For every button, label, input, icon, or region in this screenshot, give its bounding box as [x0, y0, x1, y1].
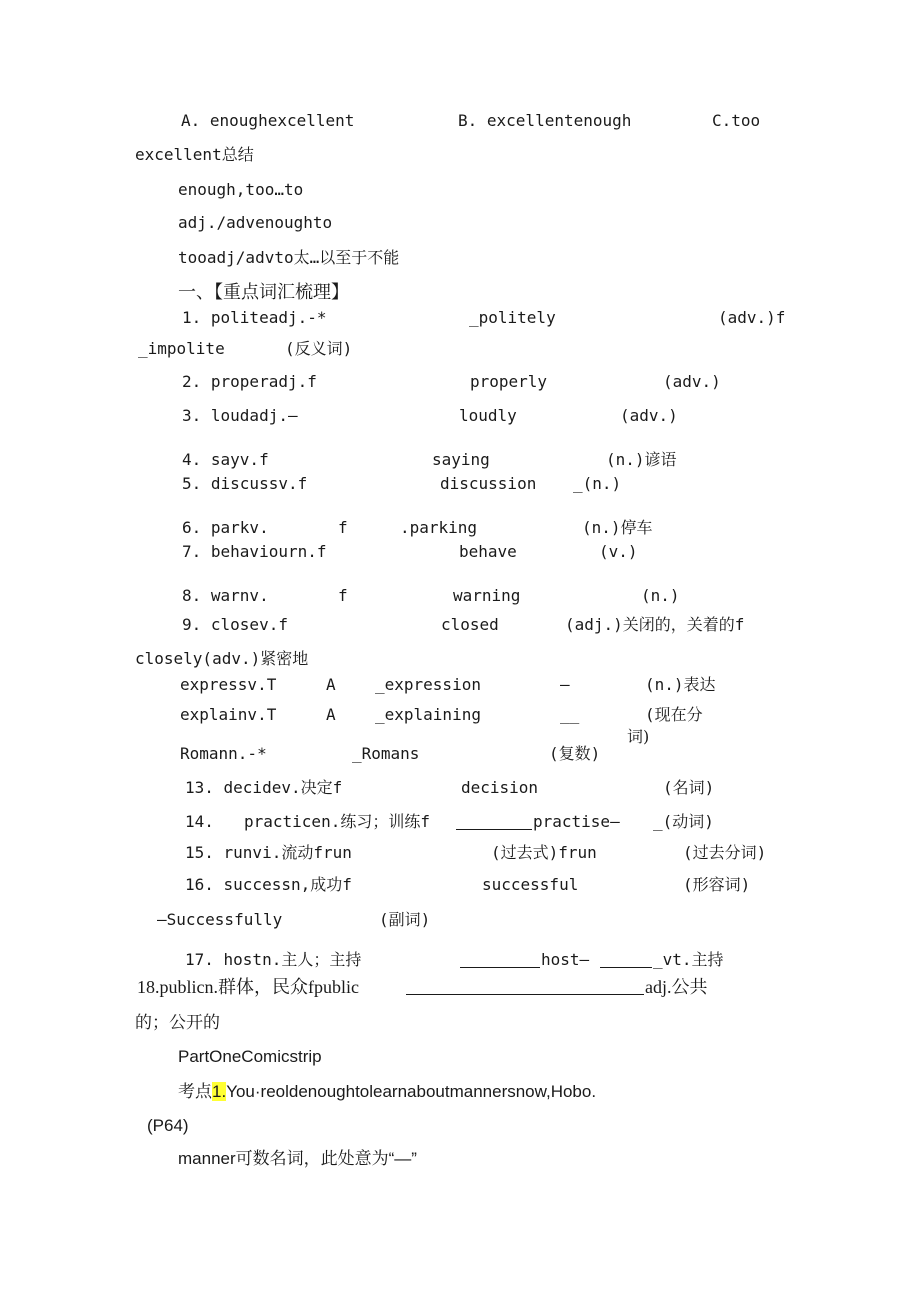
- vocab-6-f: f: [338, 518, 348, 537]
- summary-line-1: enough,too…to: [178, 180, 304, 199]
- vocab-3-mid: loudly: [459, 406, 517, 425]
- summary-line-3: tooadj/advto太…以至于不能: [178, 248, 400, 267]
- vocab-12-right: (复数): [549, 744, 601, 763]
- vocab-9-head: 9. closev.f: [182, 615, 288, 634]
- vocab-1-cont: _impolite: [138, 339, 225, 358]
- vocab-11-cut-text: 词): [627, 727, 650, 746]
- vocab-7-mid: behave: [459, 542, 517, 561]
- vocab-1-head: 1. politeadj.-*: [182, 308, 327, 327]
- point-line: [178, 1082, 596, 1102]
- option-a: A. enoughexcellent: [181, 111, 355, 130]
- vocab-16-head: 16. successn,成功f: [185, 875, 352, 894]
- vocab-17-blank-2: [600, 953, 652, 968]
- vocab-8-head: 8. warnv.: [182, 586, 269, 605]
- vocab-8-right: (n.): [641, 586, 680, 605]
- vocab-17-head: 17. hostn.主人；主持: [185, 950, 362, 969]
- vocab-14-right: _(动词): [653, 812, 714, 831]
- vocab-16-right: (形容词): [683, 875, 751, 894]
- vocab-18-right: adj.公共: [645, 977, 708, 997]
- vocab-7-right: (v.): [599, 542, 638, 561]
- vocab-5-mid: discussion: [440, 474, 537, 493]
- vocab-6-mid: .parking: [400, 518, 478, 537]
- vocab-10-a: A: [326, 675, 336, 694]
- vocab-11-mid: _explaining: [375, 705, 481, 724]
- vocab-8-mid: warning: [453, 586, 521, 605]
- vocab-18-blank: [406, 980, 644, 995]
- vocab-18-cont: 的；公开的: [135, 1013, 220, 1033]
- vocab-16-cont: —Successfully: [157, 910, 283, 929]
- vocab-10-head: expressv.T: [180, 675, 277, 694]
- vocab-8-f: f: [338, 586, 348, 605]
- vocab-9-mid: closed: [441, 615, 499, 634]
- vocab-16-mid: successful: [482, 875, 579, 894]
- option-b: B. excellentenough: [458, 111, 632, 130]
- vocab-16-cont-note: (副词): [379, 910, 431, 929]
- vocab-9-cont: closely(adv.)紧密地: [135, 649, 309, 668]
- point-note: manner可数名词，此处意为“—”: [178, 1149, 417, 1168]
- vocab-5-head: 5. discussv.f: [182, 474, 308, 493]
- vocab-3-right: (adv.): [620, 406, 678, 425]
- vocab-4-right: (n.)谚语: [606, 450, 677, 469]
- point-number: 1.: [212, 1082, 227, 1101]
- vocab-9-right: (adj.)关闭的，关着的f: [565, 615, 745, 634]
- vocab-1-cont-note: (反义词): [285, 339, 353, 358]
- vocab-14-blank: [456, 815, 532, 830]
- point-page: (P64): [147, 1116, 189, 1135]
- vocab-10-right: (n.)表达: [645, 675, 716, 694]
- vocab-15-right: (过去分词): [683, 843, 767, 862]
- vocab-13-mid: decision: [461, 778, 539, 797]
- vocab-17-blank-1: [460, 953, 540, 968]
- vocab-6-right: (n.)停车: [582, 518, 653, 537]
- vocab-10-dash: —: [560, 675, 570, 694]
- vocab-4-head: 4. sayv.f: [182, 450, 269, 469]
- vocab-15-head: 15. runvi.流动frun: [185, 843, 352, 862]
- vocab-17-mid: host—: [541, 950, 590, 969]
- vocab-11-right: (现在分: [645, 705, 703, 724]
- option-c: C.too: [712, 111, 761, 130]
- vocab-14-mid: practise—: [533, 812, 620, 831]
- summary-line-2: adj./advenoughto: [178, 213, 333, 232]
- vocab-12-mid: _Romans: [352, 744, 420, 763]
- vocab-17-right: _vt.主持: [653, 950, 724, 969]
- vocab-14-head: 14.: [185, 812, 214, 831]
- vocab-4-mid: saying: [432, 450, 490, 469]
- vocab-11-head: explainv.T: [180, 705, 277, 724]
- vocab-10-mid: _expression: [375, 675, 481, 694]
- vocab-6-head: 6. parkv.: [182, 518, 269, 537]
- vocab-11-dash: __: [560, 705, 580, 724]
- vocab-2-mid: properly: [470, 372, 548, 391]
- vocab-18-head: 18.publicn.群体，民众fpublic: [137, 977, 359, 997]
- point-sentence: You·reoldenoughtolearnaboutmannersnow,Hobo.: [226, 1082, 597, 1101]
- vocab-3-head: 3. loudadj.—: [182, 406, 298, 425]
- section-title: 一、【重点词汇梳理】: [178, 282, 349, 303]
- vocab-11-a: A: [326, 705, 336, 724]
- vocab-5-right: _(n.): [573, 474, 622, 493]
- vocab-14-head2: practicen.练习；训练f: [244, 812, 430, 831]
- vocab-13-head: 13. decidev.决定f: [185, 778, 343, 797]
- part-title: PartOneComicstrip: [178, 1047, 322, 1066]
- vocab-2-head: 2. properadj.f: [182, 372, 317, 391]
- vocab-2-right: (adv.): [663, 372, 721, 391]
- vocab-12-head: Romann.-*: [180, 744, 267, 763]
- vocab-1-mid: _politely: [469, 308, 556, 327]
- vocab-1-right: (adv.)f: [718, 308, 786, 327]
- vocab-15-mid: (过去式)frun: [491, 843, 597, 862]
- point-label: 考点: [178, 1082, 212, 1101]
- option-c-continued: excellent总结: [135, 145, 254, 164]
- vocab-7-head: 7. behaviourn.f: [182, 542, 327, 561]
- vocab-13-right: (名词): [663, 778, 715, 797]
